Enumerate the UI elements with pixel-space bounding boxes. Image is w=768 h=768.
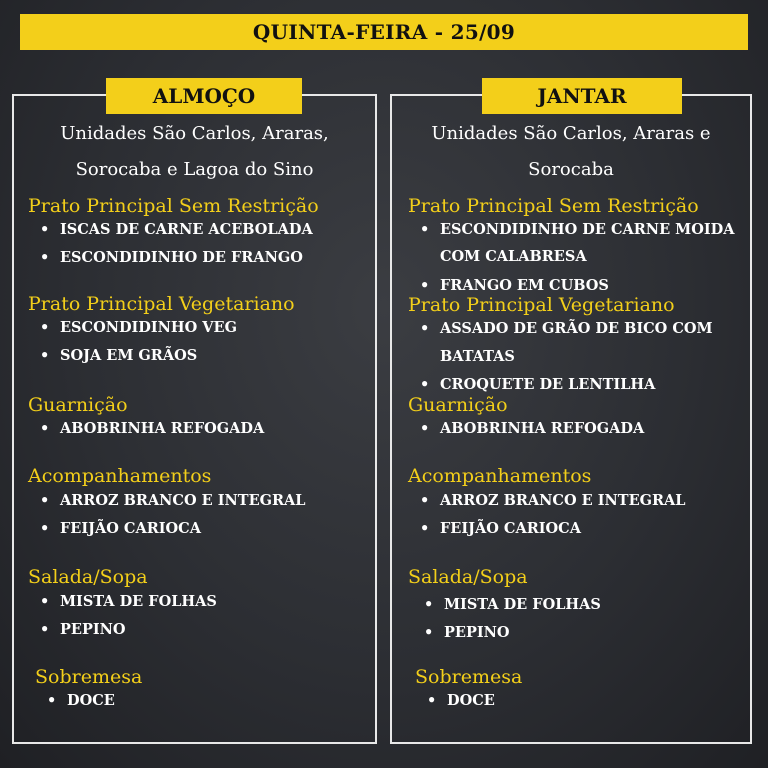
lunch-dessert-item: • DOCE [47,692,115,710]
dinner-main-title: Prato Principal Sem Restrição [408,195,699,217]
day-title: QUINTA-FEIRA - 25/09 [252,20,516,44]
dinner-units-line1: Unidades São Carlos, Araras e [431,123,711,144]
dinner-dessert-item: • DOCE [427,692,495,710]
dinner-dessert-title: Sobremesa [415,666,523,688]
lunch-units-line1: Unidades São Carlos, Araras, [60,123,329,144]
dinner-acc-title: Acompanhamentos [408,465,592,487]
dinner-side-item: • ABOBRINHA REFOGADA [420,420,644,438]
lunch-dessert-title: Sobremesa [35,666,143,688]
dinner-salad-item: • MISTA DE FOLHAS [424,596,601,614]
dinner-panel [390,94,752,744]
lunch-main-item: • ISCAS DE CARNE ACEBOLADA [40,221,313,239]
lunch-veg-item: • ESCONDIDINHO VEG [40,319,237,337]
dinner-side-title: Guarnição [408,394,508,416]
dinner-veg-item: • ASSADO DE GRÃO DE BICO COM [420,320,713,338]
dinner-tag [482,78,682,114]
dinner-veg-title: Prato Principal Vegetariano [408,294,675,316]
lunch-acc-item: • FEIJÃO CARIOCA [40,520,201,538]
dinner-veg-item: • CROQUETE DE LENTILHA [420,376,655,394]
lunch-salad-title: Salada/Sopa [28,566,148,588]
dinner-units-line2: Sorocaba [528,159,614,180]
dinner-acc-item: • ARROZ BRANCO E INTEGRAL [420,492,686,510]
lunch-acc-title: Acompanhamentos [28,465,212,487]
lunch-salad-item: • PEPINO [40,621,126,639]
lunch-units-line2: Sorocaba e Lagoa do Sino [75,159,314,180]
dinner-main-item-cont: COM CALABRESA [440,248,587,265]
lunch-salad-item: • MISTA DE FOLHAS [40,593,217,611]
dinner-veg-item-cont: BATATAS [440,348,515,365]
lunch-tag [106,78,302,114]
dinner-acc-item: • FEIJÃO CARIOCA [420,520,581,538]
day-banner [20,14,748,50]
lunch-side-item: • ABOBRINHA REFOGADA [40,420,264,438]
dinner-main-item: • FRANGO EM CUBOS [420,277,609,295]
dinner-units [392,116,750,188]
lunch-veg-item: • SOJA EM GRÃOS [40,347,197,365]
lunch-main-title: Prato Principal Sem Restrição [28,195,319,217]
lunch-main-item: • ESCONDIDINHO DE FRANGO [40,249,303,267]
lunch-units [14,116,375,188]
lunch-acc-item: • ARROZ BRANCO E INTEGRAL [40,492,306,510]
dinner-title: JANTAR [537,84,627,108]
dinner-main-item: • ESCONDIDINHO DE CARNE MOIDA [420,221,734,239]
lunch-side-title: Guarnição [28,394,128,416]
lunch-veg-title: Prato Principal Vegetariano [28,293,295,315]
lunch-title: ALMOÇO [152,84,256,108]
dinner-salad-title: Salada/Sopa [408,566,528,588]
dinner-salad-item: • PEPINO [424,624,510,642]
lunch-panel [12,94,377,744]
